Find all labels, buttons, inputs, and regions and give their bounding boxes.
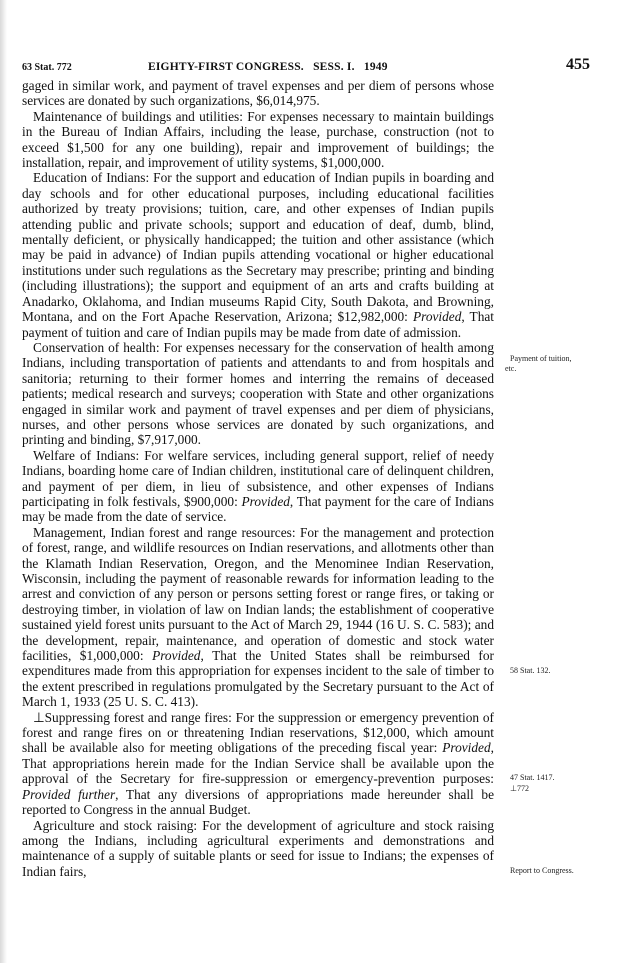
proviso-keyword: Provided bbox=[152, 648, 201, 664]
proviso-keyword: Provided bbox=[412, 309, 462, 325]
proviso-keyword: Provided further bbox=[22, 786, 116, 802]
header-stat-citation: 63 Stat. 772 bbox=[22, 62, 72, 73]
paragraph-maintenance-buildings: Maintenance of buildings and utilities: For expenses necessary to maintain buildings in the Bureau of Indian Affairs, including the lease, purchase, construction (not to exceed $1,500 for any one building), repair and improvement of buildings; the installation, repair, and improvement of utility systems, $1,000,000. bbox=[22, 108, 494, 171]
paragraph-continuation: gaged in similar work, and payment of travel expenses and per diem of persons whose services are donated by such organizations, $6,014,975. bbox=[22, 78, 494, 109]
body-text bbox=[22, 78, 494, 879]
paragraph-agriculture: Agriculture and stock raising: For the development of agriculture and stock raising among the Indians, including agricultural experiments and demonstrations and maintenance of a supply of suitable plants or seed for issue to Indians; the expenses of Indian fairs, bbox=[22, 817, 494, 879]
paragraph-forest-range-management: Management, Indian forest and range resources: For the management and protection of forest, range, and wildlife resources on Indian reservations, and allotments other than the Klamath Indian Reservation, Oregon, and the Menominee Indian Reservation, Wisconsin, including the payment of reasonable rewards for information leading to the arrest and conviction of any person or persons setting forest or range fires, or taking or destroying timber, in violation of law on Indian lands; the establishment of cooperative sustained yield forest units pursuant to the Act of March 29, 1944 (16 U. S. C. 583); and the development, repair, maintenance, and operation of domestic and stock water facilities, $1,000,000: Provided, That the United States shall be reimbursed for expenditures made from this appropriation for expenses incident to the sale of timber to the extent prescribed in regulations promulgated by the Secretary pursuant to the Act of March 1, 1933 (25 U. S. C. 413). bbox=[22, 524, 494, 710]
note-etc: etc. bbox=[505, 364, 517, 373]
paragraph-welfare: Welfare of Indians: For welfare services, including general support, relief of needy Indians, boarding home care of Indian children, institutional care of delinquent children, and payment of per diem, in lieu of subsistence, and other expenses of Indians participating in folk festivals, $900,000: Provided, That payment for the care of Indians may be made from the date of service. bbox=[22, 447, 494, 525]
paragraph-suppressing-fires: ⊥Suppressing forest and range fires: For the suppression or emergency prevention of forest and range fires on or threatening Indian reservations, $12,000, which amount shall be available also for meeting obligations of the preceding fiscal year: Provided, That appropriations herein made for the Indian Service shall be available upon the approval of the Secretary for fire-suppression or emergency-prevention purposes: Provided further, That any diversions of appropriations made hereunder shall be reported to Congress in the annual Budget. bbox=[22, 709, 495, 818]
header-page-number: 455 bbox=[566, 56, 590, 73]
proviso-keyword: Provided bbox=[442, 740, 491, 756]
note-47-stat: 47 Stat. 1417. bbox=[510, 773, 555, 782]
margin-notes bbox=[500, 0, 630, 963]
header-title: EIGHTY-FIRST CONGRESS. SESS. I. 1949 bbox=[148, 61, 388, 73]
proviso-keyword: Provided bbox=[241, 493, 290, 509]
note-report-to-congress: Report to Congress. bbox=[510, 866, 574, 875]
page-spine-shadow bbox=[0, 0, 7, 963]
note-58-stat: 58 Stat. 132. bbox=[510, 666, 551, 675]
note-payment-of-tuition: Payment of tuition, bbox=[510, 354, 572, 363]
note-772: ⊥772 bbox=[510, 784, 529, 793]
paragraph-education: Education of Indians: For the support and education of Indian pupils in boarding and day schools and for other educational purposes, including educational facilities authorized by treaty provisions; tuition, care, and other expenses of Indian pupils attending public and private schools; support and education of deaf, dumb, blind, mentally deficient, or physically handicapped; the tuition and other assistance (which may be paid in advance) of Indian pupils attending vocational or higher educational institutions under such regulations as the Secretary may prescribe; printing and binding (including illustrations); the support and equipment of an arts and crafts building at Anadarko, Oklahoma, and Indian museums Rapid City, South Dakota, and Browning, Montana, and on the Fort Apache Reservation, Arizona; $12,982,000: Provided, That payment of tuition and care of Indian pupils may be made from date of admission. bbox=[22, 170, 495, 340]
paragraph-conservation-health: Conservation of health: For expenses necessary for the conservation of health among Indians, including transportation of patients and attendants to and from hospitals and sanitoria; returning to their former homes and interring the remains of deceased patients; medical research and surveys; cooperation with State and other organizations engaged in similar work and payment of travel expenses and per diem of physicians, nurses, and other persons whose services are donated by such organizations, and printing and binding, $7,917,000. bbox=[22, 339, 494, 448]
